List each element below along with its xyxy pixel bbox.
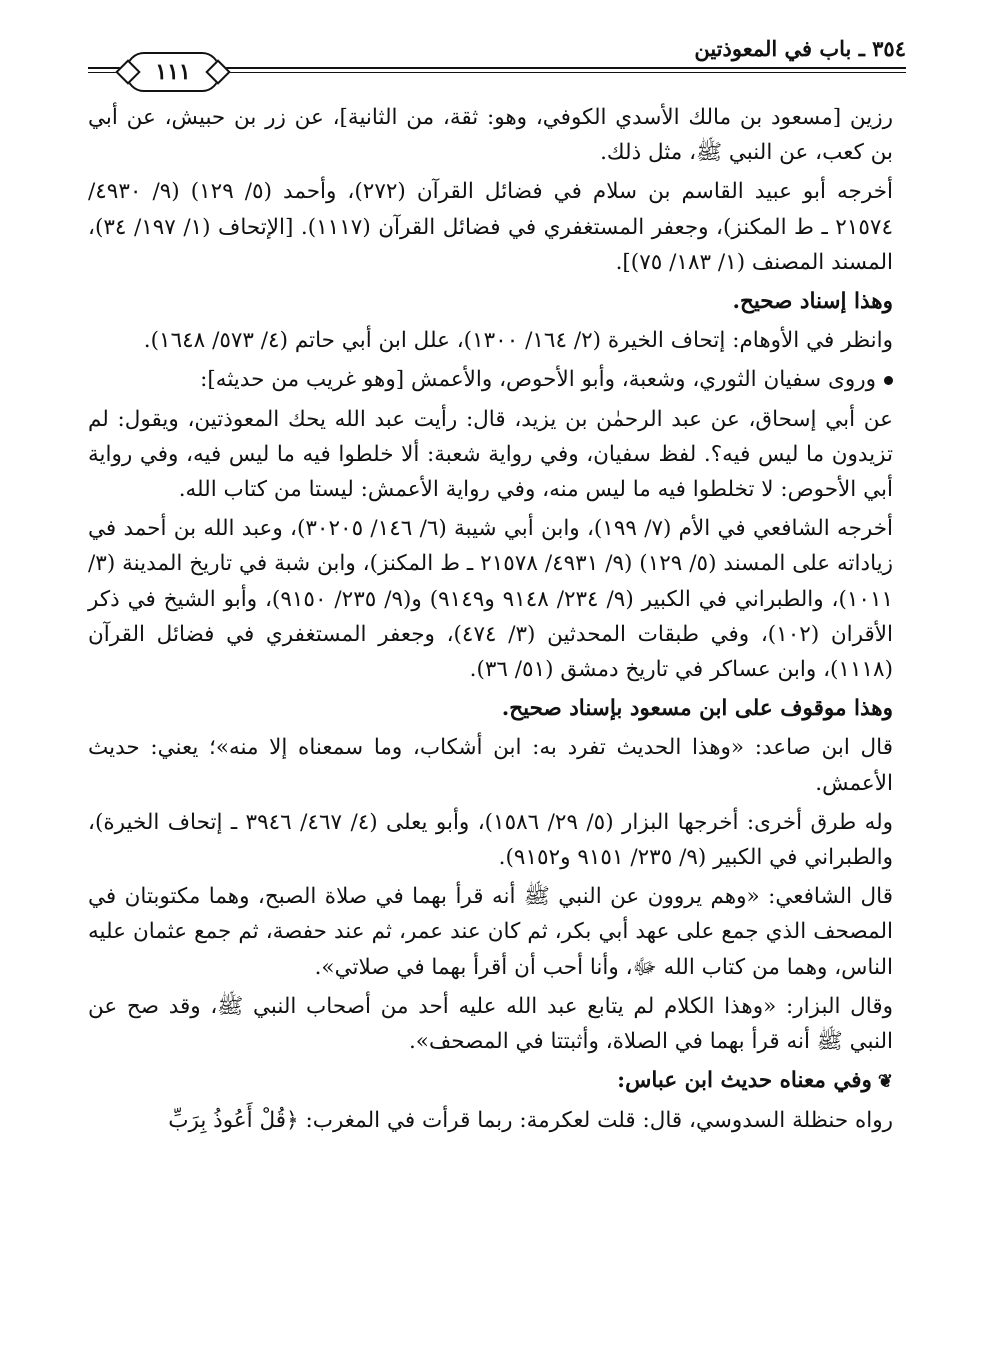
bullet-icon [884,376,893,385]
page-body [88,100,893,1143]
paragraph: رزين [مسعود بن مالك الأسدي الكوفي، وهو: ثقة، من الثانية]، عن زر بن حبيش، عن أبي بن كعب، عن النبي ﷺ، مثل ذلك. [88,105,893,166]
paragraph: أخرجه أبو عبيد القاسم بن سلام في فضائل القرآن (٢٧٢)، وأحمد (٥/ ١٢٩) (٩/ ٤٩٣٠/ ٢١٥٧٤ ـ ط المكنز)، وجعفر المستغفري في فضائل القرآن (١١١٧). [الإتحاف (١/ ١٩٧/ ٣٤)، المسند المصنف (١/ ١٨٣/ ٧٥)]. [88,179,893,275]
paragraph: قال ابن صاعد: «وهذا الحديث تفرد به: ابن أشكاب، وما سمعناه إلا منه»؛ يعني: حديث الأعمش. [88,735,893,796]
paragraph: رواه حنظلة السدوسي، قال: قلت لعكرمة: ربما قرأت في المغرب: ﴿قُلْ أَعُوذُ بِرَبِّ [168,1108,893,1134]
section-heading: ❦وفي معناه حديث ابن عباس: [88,1063,893,1099]
paragraph: وروى سفيان الثوري، وشعبة، وأبو الأحوص، والأعمش [وهو غريب من حديثه]: [88,362,893,397]
running-title: ٣٥٤ ـ باب في المعوذتين [694,36,906,61]
paragraph: وله طرق أخرى: أخرجها البزار (٥/ ٢٩/ ١٥٨٦)، وأبو يعلى (٤/ ٤٦٧/ ٣٩٤٦ ـ إتحاف الخيرة)، والطبراني في الكبير (٩/ ٢٣٥/ ٩١٥١ و٩١٥٢). [88,809,894,871]
verdict-line: وهذا إسناد صحيح. [732,289,893,315]
verdict-line: وهذا موقوف على ابن مسعود بإسناد صحيح. [501,696,893,722]
header-rule [218,67,906,73]
paragraph: وقال البزار: «وهذا الكلام لم يتابع عبد الله عليه أحد من أصحاب النبي ﷺ، وقد صح عن النبي ﷺ أنه قرأ بهما في الصلاة، وأثبتتا في المصحف». [88,993,893,1055]
paragraph: وانظر في الأوهام: إتحاف الخيرة (٢/ ١٦٤/ ١٣٠٠)، علل ابن أبي حاتم (٤/ ٥٧٣/ ١٦٤٨). [143,328,893,354]
paragraph: عن أبي إسحاق، عن عبد الرحمٰن بن يزيد، قال: رأيت عبد الله يحك المعوذتين، ويقول: لم تزيدون ما ليس فيه؟. لفظ سفيان، وفي رواية شعبة: ألا خلطوا فيه ما ليس فيه، وفي رواية أبي الأحوص: لا تخلطوا فيه ما ليس منه، وفي رواية الأعمش: ليستا من كتاب الله. [88,406,893,503]
page-header [88,30,906,90]
paragraph: قال الشافعي: «وهم يروون عن النبي ﷺ أنه قرأ بهما في صلاة الصبح، وهما مكتوبتان في المصحف الذي جمع على عهد أبي بكر، ثم كان عند عمر، ثم عند حفصة، ثم جمع عثمان عليه الناس، وهما من كتاب الله ﷻ، وأنا أحب أن أقرأ بهما في صلاتي». [88,884,894,980]
page-number: ١١١ [155,59,191,85]
leaf-ornament-icon: ❦ [877,1071,893,1093]
paragraph: أخرجه الشافعي في الأم (٧/ ١٩٩)، وابن أبي شيبة (٦/ ١٤٦/ ٣٠٢٠٥)، وعبد الله بن أحمد في زياداته على المسند (٥/ ١٢٩) (٩/ ٤٩٣١/ ٢١٥٧٨ ـ ط المكنز)، وابن شبة في تاريخ المدينة (٣/ ١٠١١)، والطبراني في الكبير (٩/ ٢٣٤/ ٩١٤٨ و٩١٤٩) و(٩/ ٢٣٥/ ٩١٥٠)، وأبو الشيخ في ذكر الأقران (١٠٢)، وفي طبقات المحدثين (٣/ ٤٧٤)، وجعفر المستغفري في فضائل القرآن (١١١٨)، وابن عساكر في تاريخ دمشق (٥١/ ٣٦). [88,516,894,683]
page-number-ornament [126,52,220,92]
